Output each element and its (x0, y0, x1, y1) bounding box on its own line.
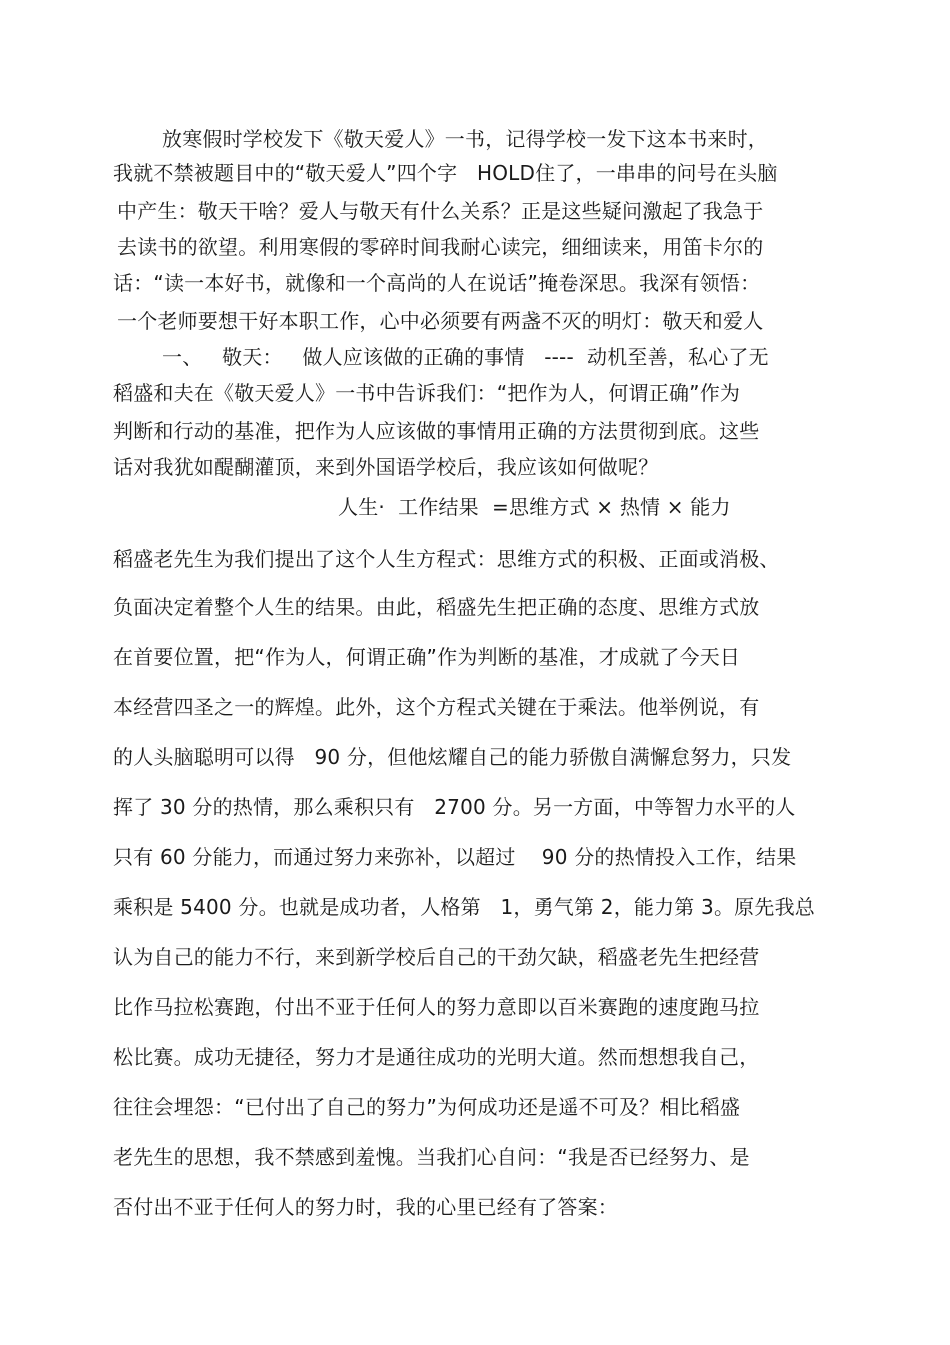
paragraph-line: 否付出不亚于任何人的努力时，我的心里已经有了答案： (113, 1195, 618, 1219)
paragraph-line: 挥了 30 分的热情，那么乘积只有 2700 分。另一方面，中等智力水平的人 (113, 795, 796, 819)
paragraph-line: 乘积是 5400 分。也就是成功者，人格第 1，勇气第 2，能力第 3。原先我总 (113, 895, 815, 919)
paragraph-line: 本经营四圣之一的辉煌。此外，这个方程式关键在于乘法。他举例说，有 (113, 695, 760, 719)
paragraph-line: 负面决定着整个人生的结果。由此，稻盛先生把正确的态度、思维方式放 (113, 595, 760, 619)
paragraph-line: 在首要位置，把“作为人，何谓正确”作为判断的基准，才成就了今天日 (113, 645, 741, 669)
paragraph-line: 话对我犹如醍醐灌顶，来到外国语学校后，我应该如何做呢？ (113, 455, 659, 479)
paragraph-line: 一个老师要想干好本职工作，心中必须要有两盏不灭的明灯：敬天和爱人 (117, 309, 764, 333)
paragraph-line: 判断和行动的基准，把作为人应该做的事情用正确的方法贯彻到底。这些 (113, 419, 760, 443)
paragraph-line: 稻盛和夫在《敬天爱人》一书中告诉我们：“把作为人，何谓正确”作为 (113, 381, 741, 405)
paragraph-line: 只有 60 分能力，而通过努力来弥补，以超过 90 分的热情投入工作，结果 (113, 845, 797, 869)
paragraph-line: 往往会埋怨：“已付出了自己的努力”为何成功还是遥不可及？相比稻盛 (113, 1095, 741, 1119)
paragraph-line: 的人头脑聪明可以得 90 分，但他炫耀自己的能力骄傲自满懈怠努力，只发 (113, 745, 792, 769)
paragraph-line: 中产生：敬天干啥？爱人与敬天有什么关系？正是这些疑问激起了我急于 (117, 199, 764, 223)
paragraph-line: 认为自己的能力不行，来到新学校后自己的干劲欠缺，稻盛老先生把经营 (113, 945, 760, 969)
paragraph-line: 放寒假时学校发下《敬天爱人》一书，记得学校一发下这本书来时， (162, 127, 768, 151)
paragraph-line: 话：“读一本好书，就像和一个高尚的人在说话”掩卷深思。我深有领悟： (113, 271, 761, 295)
paragraph-line: 稻盛老先生为我们提出了这个人生方程式：思维方式的积极、正面或消极、 (113, 547, 780, 571)
section-heading: 一、 敬天： 做人应该做的正确的事情 ---- 动机至善，私心了无 (162, 345, 769, 369)
paragraph-line: 去读书的欲望。利用寒假的零碎时间我耐心读完，细细读来，用笛卡尔的 (117, 235, 764, 259)
paragraph-line: 比作马拉松赛跑，付出不亚于任何人的努力意即以百米赛跑的速度跑马拉 (113, 995, 760, 1019)
equation-line: 人生· 工作结果 =思维方式 × 热情 × 能力 (338, 495, 731, 519)
paragraph-line: 我就不禁被题目中的“敬天爱人”四个字 HOLD住了，一串串的问号在头脑 (113, 161, 778, 185)
paragraph-line: 老先生的思想，我不禁感到羞愧。当我扪心自问：“我是否已经努力、是 (113, 1145, 750, 1169)
paragraph-line: 松比赛。成功无捷径，努力才是通往成功的光明大道。然而想想我自己， (113, 1045, 760, 1069)
